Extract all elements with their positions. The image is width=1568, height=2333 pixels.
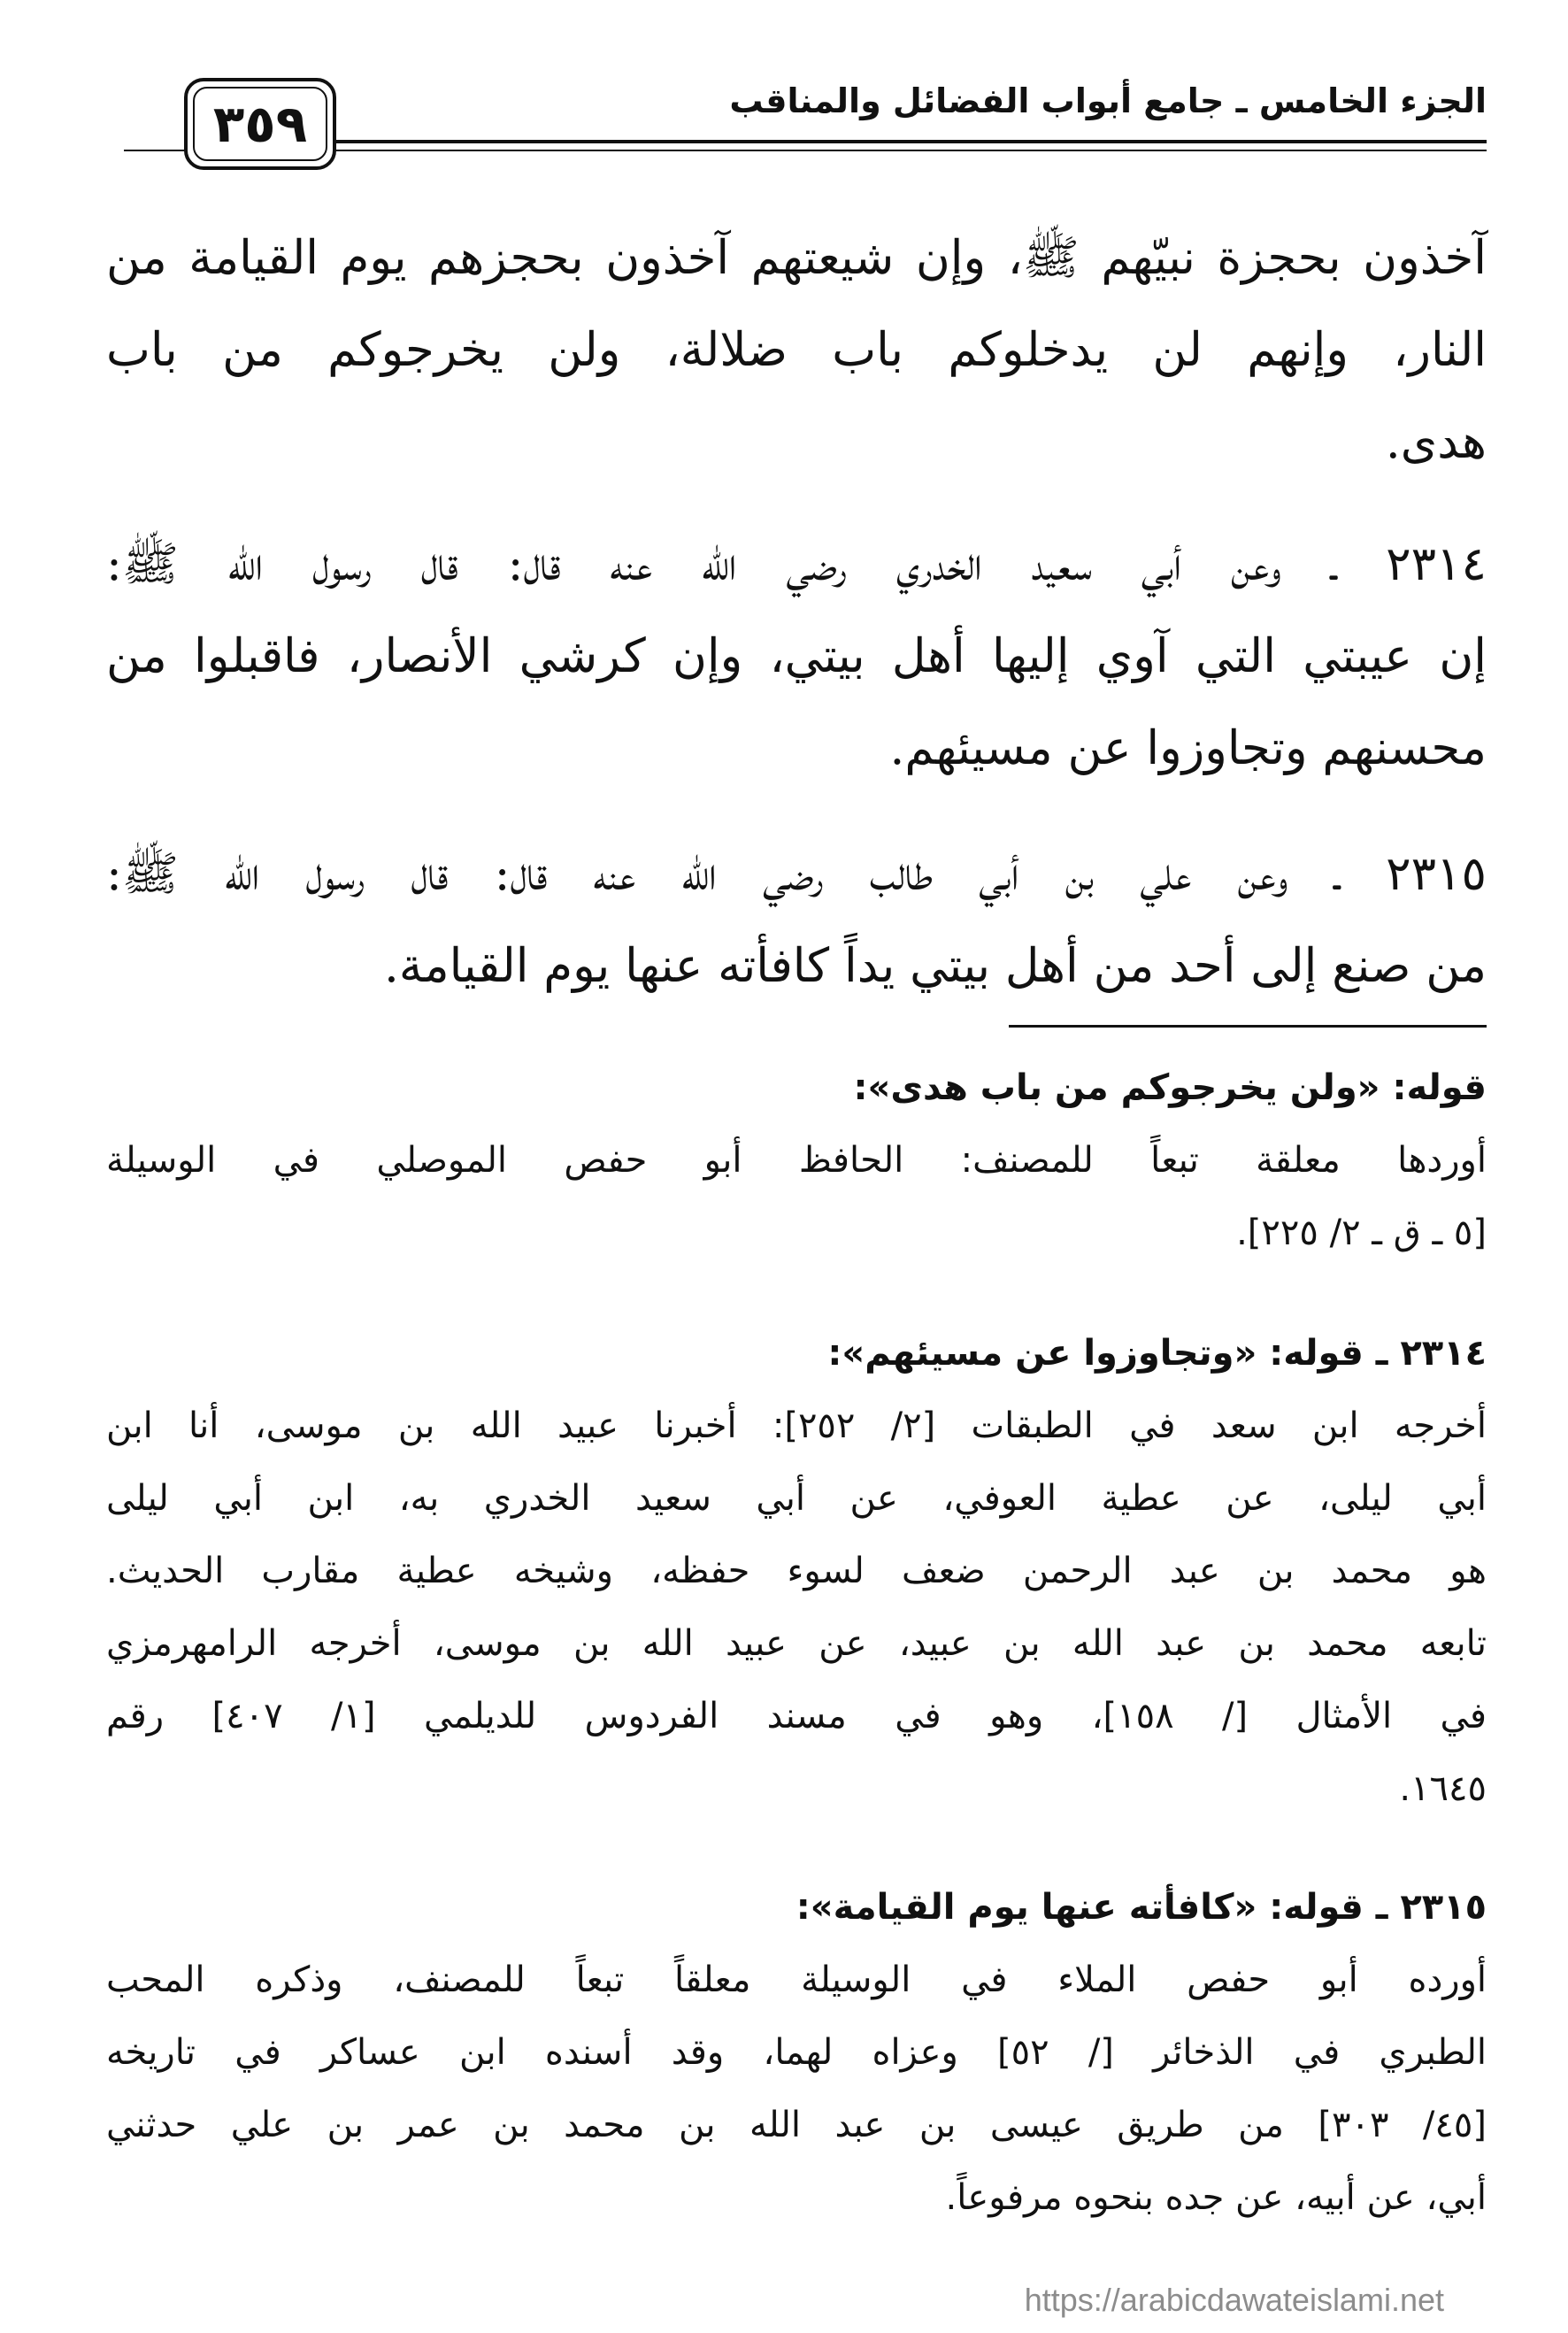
main-line: آخذون بحجزة نبيّهم ﷺ، وإن شيعتهم آخذون بحجزهم يوم القيامة من	[106, 231, 1487, 285]
main-line: النار، وإنهم لن يدخلوكم باب ضلالة، ولن يخرجوكم من باب	[106, 323, 1487, 377]
main-paragraph-1	[106, 212, 1487, 489]
footnote-line: أبي، عن أبيه، عن جده بنحوه مرفوعاً.	[945, 2177, 1487, 2218]
footnote-heading: ٢٣١٥ ـ قوله: «كافأته عنها يوم القيامة»:	[796, 1887, 1487, 1928]
header-rule-thick	[336, 140, 1487, 143]
footnote-heading: قوله: «ولن يخرجوكم من باب هدى»:	[853, 1067, 1487, 1108]
footnote-line: أوردها معلقة تبعاً للمصنف: الحافظ أبو حفص الموصلي في الوسيلة	[106, 1140, 1487, 1181]
footnote-2314	[106, 1317, 1487, 1825]
page-number: ٣٥٩	[212, 94, 308, 154]
footnote-line: تابعه محمد بن عبد الله بن عبيد، عن عبيد الله بن موسى، أخرجه الرامهرمزي	[106, 1623, 1487, 1664]
running-title: الجزء الخامس ـ جامع أبواب الفضائل والمناقب	[729, 81, 1487, 120]
source-watermark: https://arabicdawateislami.net	[1024, 2282, 1444, 2318]
footnote-line: [٤٥/ ٣٠٣] من طريق عيسى بن عبد الله بن محمد بن عمر بن علي حدثني	[106, 2105, 1487, 2145]
footnote-line: في الأمثال [/ ١٥٨]، وهو في مسند الفردوس للديلمي [١/ ٤٠٧] رقم	[106, 1696, 1487, 1736]
footnote-line: ١٦٤٥.	[1399, 1768, 1487, 1809]
hadith-2314	[106, 519, 1487, 795]
main-line: محسنهم وتجاوزوا عن مسيئهم.	[889, 721, 1487, 775]
footnote-line: أورده أبو حفص الملاء في الوسيلة معلقاً تبعاً للمصنف، وذكره المحب	[106, 1960, 1487, 2000]
main-line: من صنع إلى أحد من أهل بيتي يداً كافأته عنها يوم القيامة.	[383, 939, 1487, 993]
hadith-2315	[106, 828, 1487, 1013]
main-line: هدى.	[1385, 415, 1487, 469]
footnote-2315	[106, 1871, 1487, 2234]
main-line: إن عيبتي التي آوي إليها أهل بيتي، وإن كرشي الأنصار، فاقبلوا من	[106, 629, 1487, 683]
footnote-line: الطبري في الذخائر [/ ٥٢] وعزاه لهما، وقد أسنده ابن عساكر في تاريخه	[106, 2032, 1487, 2073]
main-line: ٢٣١٤ ـ وعن أبي سعيد الخدري رضي الله عنه قال: قال رسول الله ﷺ:	[106, 537, 1487, 591]
footnote-heading: ٢٣١٤ ـ قوله: «وتجاوزوا عن مسيئهم»:	[827, 1333, 1487, 1374]
footnote-line: أخرجه ابن سعد في الطبقات [٢/ ٢٥٢]: أخبرنا عبيد الله بن موسى، أنا ابن	[106, 1405, 1487, 1446]
footnote-line: أبي ليلى، عن عطية العوفي، عن أبي سعيد الخدري به، ابن أبي ليلى	[106, 1478, 1487, 1519]
page-number-frame	[184, 78, 336, 170]
page-header	[124, 62, 1487, 195]
footnote-line: هو محمد بن عبد الرحمن ضعف لسوء حفظه، وشيخه عطية مقارب الحديث.	[106, 1551, 1487, 1591]
footnote-separator	[1009, 1025, 1487, 1028]
footnote-1	[106, 1051, 1487, 1269]
footnote-line: [٥ ـ ق ـ ٢/ ٢٢٥].	[1236, 1213, 1487, 1253]
main-line: ٢٣١٥ ـ وعن علي بن أبي طالب رضي الله عنه قال: قال رسول الله ﷺ:	[106, 847, 1487, 901]
